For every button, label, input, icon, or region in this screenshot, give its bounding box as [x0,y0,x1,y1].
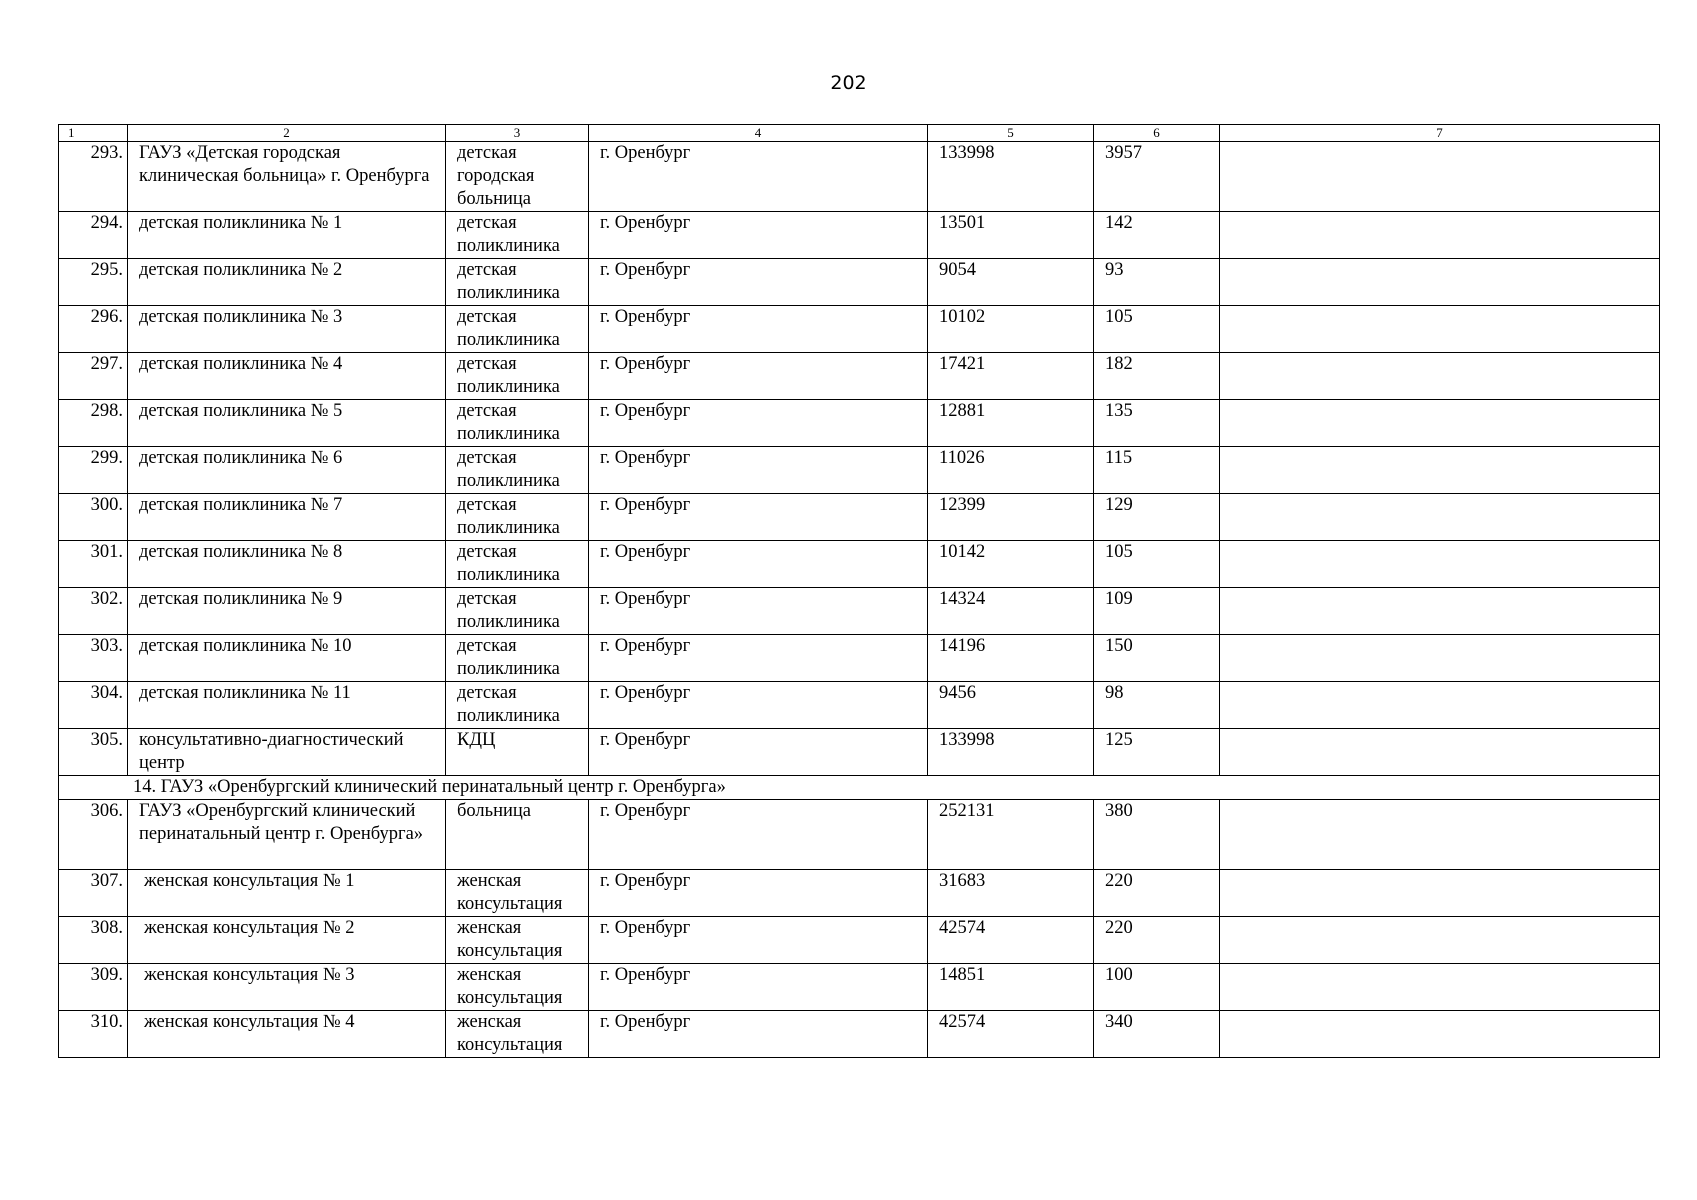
facility-location: г. Оренбург [589,142,928,212]
column-7-value [1220,400,1660,447]
column-header: 2 [128,125,446,142]
column-5-value: 252131 [928,800,1094,870]
facility-location: г. Оренбург [589,917,928,964]
table-row [59,682,1660,729]
facility-type: детская поликлиника [446,306,589,353]
column-5-value: 9054 [928,259,1094,306]
facility-type: детская поликлиника [446,400,589,447]
row-number: 307. [59,870,128,917]
row-number: 310. [59,1011,128,1058]
column-7-value [1220,635,1660,682]
facility-type: женская консультация [446,1011,589,1058]
column-5-value: 10142 [928,541,1094,588]
facility-name: ГАУЗ «Детская городская клиническая больница» г. Оренбурга [128,142,446,212]
section-row [59,776,1660,800]
facility-name: детская поликлиника № 3 [128,306,446,353]
facility-location: г. Оренбург [589,400,928,447]
row-number: 305. [59,729,128,776]
facility-name: детская поликлиника № 1 [128,212,446,259]
column-7-value [1220,1011,1660,1058]
facility-type: КДЦ [446,729,589,776]
facility-type: женская консультация [446,917,589,964]
section-title: 14. ГАУЗ «Оренбургский клинический перинатальный центр г. Оренбурга» [59,776,1660,800]
table-row [59,306,1660,353]
column-5-value: 12881 [928,400,1094,447]
column-7-value [1220,447,1660,494]
table-row [59,494,1660,541]
facility-name: детская поликлиника № 8 [128,541,446,588]
column-6-value: 93 [1094,259,1220,306]
facility-name: детская поликлиника № 10 [128,635,446,682]
column-6-value: 115 [1094,447,1220,494]
column-6-value: 105 [1094,306,1220,353]
table-row [59,353,1660,400]
column-5-value: 42574 [928,1011,1094,1058]
column-6-value: 105 [1094,541,1220,588]
column-7-value [1220,870,1660,917]
row-number: 309. [59,964,128,1011]
facility-location: г. Оренбург [589,800,928,870]
row-number: 304. [59,682,128,729]
facility-location: г. Оренбург [589,635,928,682]
row-number: 294. [59,212,128,259]
facility-name: женская консультация № 2 [128,917,446,964]
facility-type: детская поликлиника [446,259,589,306]
table-row [59,870,1660,917]
column-7-value [1220,729,1660,776]
facility-location: г. Оренбург [589,1011,928,1058]
row-number: 300. [59,494,128,541]
column-7-value [1220,917,1660,964]
facility-type: больница [446,800,589,870]
column-6-value: 340 [1094,1011,1220,1058]
column-7-value [1220,964,1660,1011]
facility-name: детская поликлиника № 6 [128,447,446,494]
facility-type: детская поликлиника [446,588,589,635]
facility-name: детская поликлиника № 2 [128,259,446,306]
column-6-value: 135 [1094,400,1220,447]
facility-name: ГАУЗ «Оренбургский клинический перинатальный центр г. Оренбурга» [128,800,446,870]
page-number: 202 [830,72,867,94]
facility-location: г. Оренбург [589,682,928,729]
column-6-value: 98 [1094,682,1220,729]
column-6-value: 3957 [1094,142,1220,212]
facility-name: детская поликлиника № 7 [128,494,446,541]
column-header: 7 [1220,125,1660,142]
column-7-value [1220,306,1660,353]
row-number: 301. [59,541,128,588]
column-header: 5 [928,125,1094,142]
row-number: 302. [59,588,128,635]
table-row [59,917,1660,964]
facility-type: детская поликлиника [446,212,589,259]
facility-location: г. Оренбург [589,541,928,588]
row-number: 295. [59,259,128,306]
column-5-value: 14196 [928,635,1094,682]
column-5-value: 9456 [928,682,1094,729]
facility-name: женская консультация № 1 [128,870,446,917]
facility-type: детская поликлиника [446,541,589,588]
column-7-value [1220,142,1660,212]
column-5-value: 10102 [928,306,1094,353]
facility-type: детская поликлиника [446,682,589,729]
table-row [59,964,1660,1011]
facility-name: детская поликлиника № 5 [128,400,446,447]
column-5-value: 42574 [928,917,1094,964]
column-5-value: 17421 [928,353,1094,400]
row-number: 298. [59,400,128,447]
column-5-value: 133998 [928,729,1094,776]
column-number-row [59,125,1660,142]
facility-location: г. Оренбург [589,306,928,353]
column-5-value: 12399 [928,494,1094,541]
facility-type: женская консультация [446,964,589,1011]
table-row [59,1011,1660,1058]
facility-name: детская поликлиника № 11 [128,682,446,729]
facility-name: женская консультация № 4 [128,1011,446,1058]
table-row [59,729,1660,776]
column-6-value: 182 [1094,353,1220,400]
column-7-value [1220,494,1660,541]
row-number: 306. [59,800,128,870]
facility-location: г. Оренбург [589,259,928,306]
facility-name: женская консультация № 3 [128,964,446,1011]
facility-type: детская поликлиника [446,447,589,494]
column-6-value: 109 [1094,588,1220,635]
column-6-value: 142 [1094,212,1220,259]
table-row [59,800,1660,870]
facility-type: детская поликлиника [446,353,589,400]
column-5-value: 13501 [928,212,1094,259]
row-number: 293. [59,142,128,212]
column-7-value [1220,588,1660,635]
table-row [59,142,1660,212]
facility-name: детская поликлиника № 9 [128,588,446,635]
column-6-value: 220 [1094,870,1220,917]
column-6-value: 220 [1094,917,1220,964]
table-row [59,447,1660,494]
column-5-value: 11026 [928,447,1094,494]
facility-type: детская поликлиника [446,494,589,541]
column-7-value [1220,353,1660,400]
column-header: 6 [1094,125,1220,142]
table-row [59,635,1660,682]
facility-location: г. Оренбург [589,212,928,259]
facility-location: г. Оренбург [589,729,928,776]
column-7-value [1220,541,1660,588]
table-row [59,588,1660,635]
facility-location: г. Оренбург [589,870,928,917]
column-header: 1 [59,125,128,142]
table-row [59,212,1660,259]
facility-type: детская поликлиника [446,635,589,682]
column-6-value: 150 [1094,635,1220,682]
column-5-value: 133998 [928,142,1094,212]
facility-location: г. Оренбург [589,353,928,400]
row-number: 296. [59,306,128,353]
column-header: 3 [446,125,589,142]
facility-name: детская поликлиника № 4 [128,353,446,400]
facility-name: консультативно-диагностический центр [128,729,446,776]
facility-location: г. Оренбург [589,447,928,494]
facilities-table [58,124,1660,1058]
column-5-value: 14851 [928,964,1094,1011]
column-6-value: 100 [1094,964,1220,1011]
column-5-value: 14324 [928,588,1094,635]
column-7-value [1220,682,1660,729]
column-7-value [1220,259,1660,306]
column-6-value: 380 [1094,800,1220,870]
row-number: 299. [59,447,128,494]
row-number: 303. [59,635,128,682]
column-5-value: 31683 [928,870,1094,917]
facility-location: г. Оренбург [589,494,928,541]
column-7-value [1220,800,1660,870]
column-header: 4 [589,125,928,142]
table-row [59,541,1660,588]
row-number: 297. [59,353,128,400]
column-7-value [1220,212,1660,259]
table-row [59,400,1660,447]
column-6-value: 129 [1094,494,1220,541]
facility-location: г. Оренбург [589,588,928,635]
facility-location: г. Оренбург [589,964,928,1011]
row-number: 308. [59,917,128,964]
column-6-value: 125 [1094,729,1220,776]
table-row [59,259,1660,306]
facility-type: женская консультация [446,870,589,917]
facility-type: детская городская больница [446,142,589,212]
